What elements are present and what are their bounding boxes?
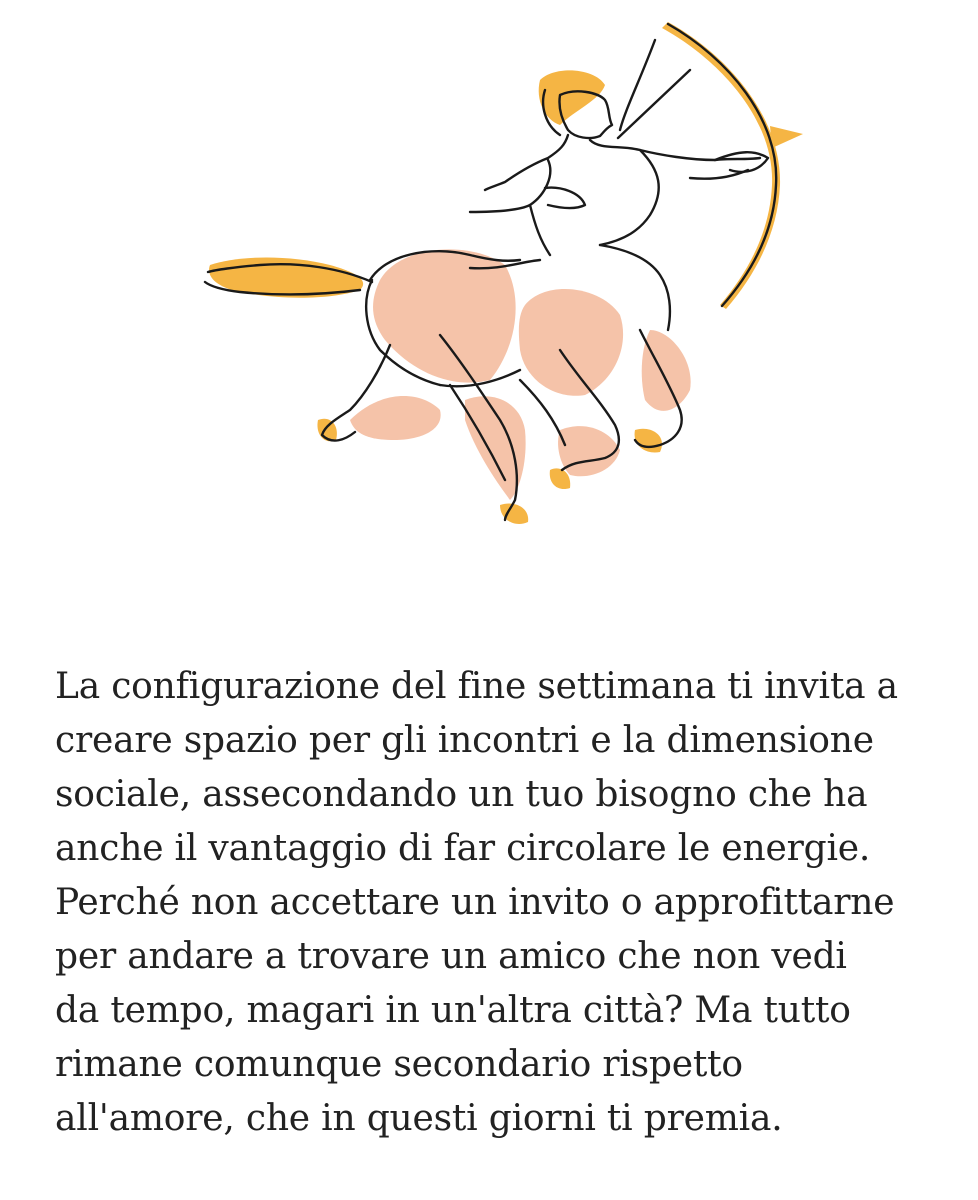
centaur-body-fill	[350, 249, 691, 500]
horoscope-text: La configurazione del fine settimana ti invita a creare spazio per gli incontri e la dimensione sociale, assecondando un tuo bisogno che ha anche il vantaggio di far circolare le energie. Perché non accettare un invito o approfittarne per andare a trovare un amico che non vedi da tempo, magari in un'altra città? Ma tutto rimane comunque secondario rispetto all'amore, che in questi giorni ti premia.	[55, 666, 898, 1139]
sagittarius-centaur-archer-icon	[0, 0, 978, 560]
